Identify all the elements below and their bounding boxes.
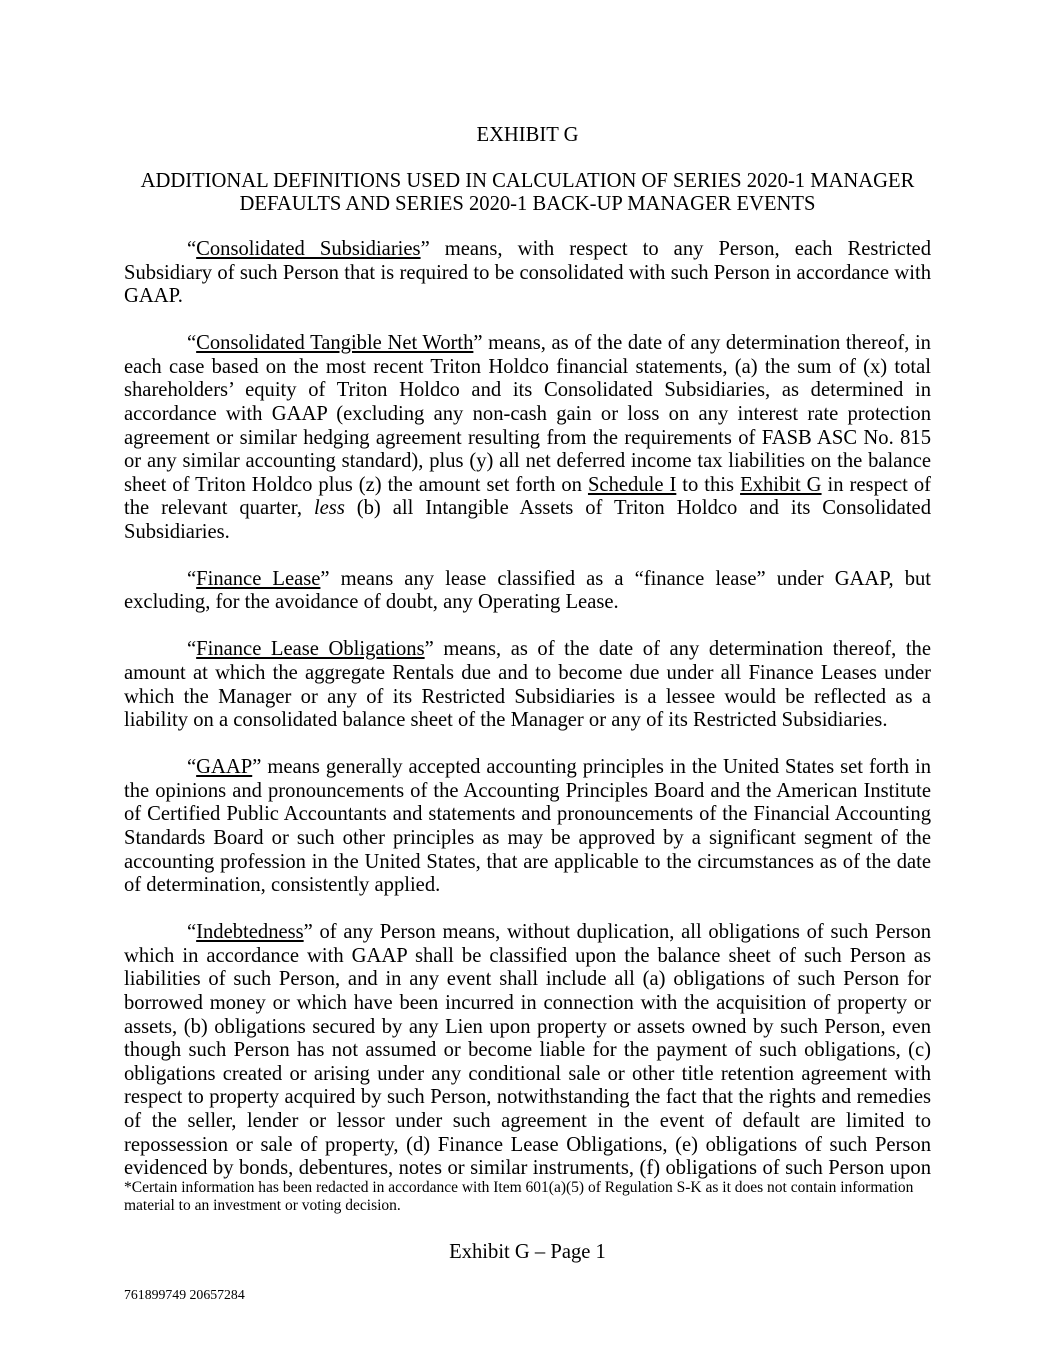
text-run: “ <box>187 921 197 944</box>
text-run: in respect of the relevant quarter, <box>124 473 932 520</box>
page-body <box>124 124 931 1181</box>
redaction-footnote: *Certain information has been redacted in accordance with Item 601(a)(5) of Regulation S-K as it does not contain information material to an investment or voting decision. <box>124 1179 914 1214</box>
text-run: ” means any lease classified as a “finance lease” under GAAP, but excluding, for the avoidance of doubt, any Operating Lease. <box>124 567 932 614</box>
exhibit-heading-line: ADDITIONAL DEFINITIONS USED IN CALCULATION OF SERIES 2020-1 MANAGER <box>140 169 915 192</box>
exhibit-heading <box>124 170 931 216</box>
italic-text: less <box>313 497 345 520</box>
underlined-term: Exhibit G <box>740 473 822 496</box>
text-run: ” means generally accepted accounting principles in the United States set forth in the opinions and pronouncements of the Accounting Principles Board and the American Institute of Certified Public Accountants and statements and pronouncements of the Financial Accounting Standards Board or such other principles as may be approved by a significant segment of the accounting profession in the United States, that are applicable to the circumstances as of the date of determination, consistently applied. <box>124 756 931 897</box>
definition-consolidated-tangible-net-worth <box>124 332 931 544</box>
page-number-label: Exhibit G – Page 1 <box>449 1241 606 1263</box>
underlined-term: Consolidated Subsidiaries <box>196 237 421 260</box>
text-run: “ <box>187 756 197 779</box>
text-run: ” means, as of the date of any determination thereof, in each case based on the most recent Triton Holdco financial statements, (a) the sum of (x) total shareholders’ equity of Triton Holdco and its Consolidated Subsidiaries, as determined in accordance with GAAP (excluding any non-cash gain or loss on any interest rate protection agreement or similar hedging agreement resulting from the requirements of FASB ASC No. 815 or any similar accounting standard), plus (y) all net deferred income tax liabilities on the balance sheet of Triton Holdco plus (z) the amount set forth on <box>124 332 931 496</box>
document-id: 761899749 20657284 <box>124 1287 245 1302</box>
text-run: ” of any Person means, without duplication, all obligations of such Person which in accordance with GAAP shall be classified upon the balance sheet of such Person as liabilities of such Person, and in any event shall include all (a) obligations of such Person for borrowed money or which have been incurred in connection with the acquisition of property or assets, (b) obligations secured by any Lien upon property or assets owned by such Person, even though such Person has not assumed or become liable for the payment of such obligations, (c) obligations created or arising under any conditional sale or other title retention agreement with respect to property acquired by such Person, notwithstanding the fact that the rights and remedies of the seller, lender or lessor under such agreement in the event of default are limited to repossession or sale of property, (d) Finance Lease Obligations, (e) obligations of such Person evidenced by bonds, debentures, notes or similar instruments, (f) obligations of such Person upon <box>124 921 931 1180</box>
definition-finance-lease-obligations <box>124 638 931 732</box>
text-run: “ <box>187 567 197 590</box>
definition-gaap <box>124 756 931 898</box>
underlined-term: Finance Lease <box>196 567 321 590</box>
exhibit-title: EXHIBIT G <box>476 124 579 146</box>
underlined-term: Schedule I <box>587 473 677 496</box>
text-run: “ <box>187 638 197 661</box>
text-run: (b) all Intangible Assets of Triton Holdco and its Consolidated Subsidiaries. <box>124 497 931 543</box>
definition-finance-lease <box>124 568 931 615</box>
definition-indebtedness <box>124 921 931 1181</box>
text-run: to this <box>676 473 741 496</box>
text-run: “ <box>187 332 197 355</box>
text-run: ” means, with respect to any Person, each Restricted Subsidiary of such Person that is required to be consolidated with such Person in accordance with GAAP. <box>124 237 931 308</box>
definition-consolidated-subsidiaries <box>124 238 931 309</box>
underlined-term: Consolidated Tangible Net Worth <box>196 332 474 355</box>
text-run: ” means, as of the date of any determination thereof, the amount at which the aggregate Rentals due and to become due under all Finance Leases under which the Manager or any of its Restricted Subsidiaries is a lessee would be reflected as a liability on a consolidated balance sheet of the Manager or any of its Restricted Subsidiaries. <box>124 638 931 732</box>
text-run: “ <box>187 237 197 260</box>
underlined-term: Finance Lease Obligations <box>196 638 425 661</box>
underlined-term: Indebtedness <box>196 921 304 944</box>
exhibit-heading-line: DEFAULTS AND SERIES 2020-1 BACK-UP MANAGER EVENTS <box>239 192 816 215</box>
underlined-term: GAAP <box>196 756 253 779</box>
